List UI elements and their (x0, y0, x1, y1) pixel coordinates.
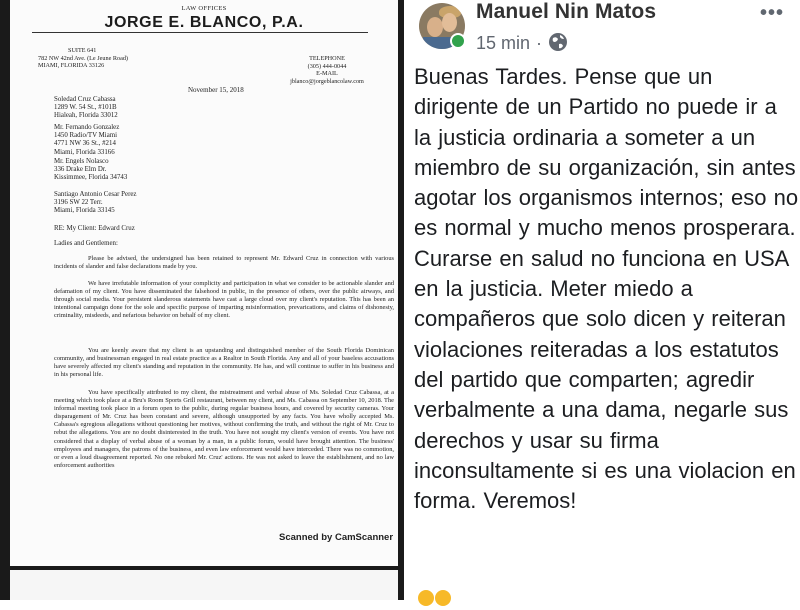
contact-line: jblanco@jorgeblancolaw.com (290, 77, 364, 85)
contact-line: (305) 444-0044 (307, 62, 347, 70)
facebook-post (404, 0, 800, 600)
recipient-line: 3196 SW 22 Terr. (54, 199, 103, 207)
letter-page (10, 0, 398, 566)
letter-greeting: Ladies and Gentlemen: (54, 240, 118, 247)
letter-firm-contact (272, 55, 382, 85)
camscanner-watermark: Scanned by CamScanner (279, 532, 394, 543)
recipient-line: 4771 NW 36 St., #214 (54, 140, 116, 148)
letter-header-rule (32, 32, 368, 33)
recipient-address (54, 158, 127, 183)
post-author-name[interactable]: Manuel Nin Matos (476, 0, 657, 23)
meta-separator: · (536, 33, 543, 53)
more-options-icon[interactable]: ••• (760, 2, 785, 24)
letter-firm-address (38, 47, 178, 70)
reactions-bar[interactable] (418, 590, 798, 610)
recipient-address (54, 124, 119, 157)
recipient-address (54, 191, 136, 216)
post-meta (476, 32, 568, 57)
globe-icon[interactable] (548, 32, 568, 57)
recipient-line: 1450 Radio/TV Miami (54, 132, 118, 140)
avatar-face (442, 13, 457, 32)
letter-next-page-edge (10, 570, 398, 600)
recipient-address (54, 96, 118, 121)
avatar-face (427, 17, 443, 37)
letter-paragraph: Please be advised, the undersigned has been retained to represent Mr. Edward Cruz in connection with various incidents of slander and false declarations made by you. (54, 255, 394, 271)
contact-line: E-MAIL (316, 70, 338, 78)
recipient-line: Mr. Engels Nolasco (54, 158, 109, 165)
contact-line: TELEPHONE (309, 55, 345, 62)
recipient-line: Miami, Florida 33145 (54, 207, 115, 215)
letter-paragraph: We have irrefutable information of your complicity and participation in what we consider to be actionable slander and defamation of my client. You have disseminated the falsehood in public, in the presence of others, over the public airways, and through social media. Your persistent slanderous statements have cast a large cloud over my client's reputation. This has been an intentional campaign done for the sole and specific purpose of imparting misinformation, prevarications, and claims of dishonesty, criminality, misdeeds, and nefarious behavior on behalf of my client. (54, 280, 394, 320)
online-status-icon (450, 33, 466, 49)
reaction-emoji-icon (418, 590, 434, 606)
recipient-line: Mr. Fernando Gonzalez (54, 124, 120, 131)
recipient-line: 336 Drake Elm Dr. (54, 166, 107, 174)
letter-paragraph: You are keenly aware that my client is an upstanding and distinguished member of the South Florida Dominican community, and businessman engaged in real estate practice as a Realtor in South Florida. Any and all of your baseless accusations have severely affected my client's standing and reputation in the community. He has, and will continue to suffer in his business and in his personal life. (54, 347, 394, 379)
address-line: SUITE 641 (68, 47, 97, 54)
post-timestamp[interactable]: 15 min (476, 33, 531, 53)
recipient-line: Hialeah, Florida 33012 (54, 112, 118, 120)
recipient-line: 1289 W. 54 St., #101B (54, 104, 117, 112)
scanned-letter-image[interactable] (0, 0, 404, 600)
letter-firm-name: JORGE E. BLANCO, P.A. (104, 14, 304, 31)
reaction-emoji-icon (435, 590, 451, 606)
recipient-line: Santiago Antonio Cesar Perez (54, 191, 137, 198)
recipient-line: Soledad Cruz Cabassa (54, 96, 116, 103)
letter-law-offices: LAW OFFICES (181, 5, 227, 12)
letter-re-line: RE: My Client: Edward Cruz (54, 225, 135, 232)
recipient-line: Kissimmee, Florida 34743 (54, 174, 128, 182)
post-body-text: Buenas Tardes. Pense que un dirigente de un Partido no puede ir a la justicia ordinaria a someter a un miembro de su organización, sin antes agotar los organismos internos; eso no es normal y mucho menos prosperara. Curarse en salud no funciona en USA en la justicia. Meter miedo a compañeros que solo dicen y reiteran violaciones reiteradas a los estatutos del partido que comparten; agredir verbalmente a una dama, negarle sus derechos y usar su firma inconsultamente si es una violacion en forma. Veremos! (414, 64, 799, 514)
address-line: 782 NW 42nd Ave. (Le Jeune Road) (38, 54, 128, 62)
letter-paragraph: You have specifically attributed to my client, the mistreatment and verbal abuse of Ms. Soledad Cruz Cabassa, at a meeting which took place at a Bru's Room Sports Grill restaurant, between my client, and Ms. Cabassa on September 10, 2018. The informal meeting took place in a forum open to the public, during regular business hours, and covered by security cameras. Your disparagement of Mr. Cruz has been constant and severe, although unsupported by any facts. You have wholly accepted Ms. Cabassa's egregious allegations without questioning her motives, without confirming the truth, and without the right of Mr. Cruz to rebut the allegations. You are no doubt disinterested in the truth. You have not sought my client's version of events. You have not considered that a display of verbal abuse of a woman by a man, in a public forum, would have brought attention. The business' employees and managers, the patrons of the business, and even law enforcement would have interceded. There was no commotion, or even a loud disagreement reported. No one rebuked Mr. Cruz' actions. He was not asked to leave the establishment, and no law enforcement authorities (54, 389, 394, 469)
recipient-line: Miami, Florida 33166 (54, 148, 115, 156)
letter-date: November 15, 2018 (188, 86, 244, 94)
address-line: MIAMI, FLORIDA 33126 (38, 62, 105, 70)
